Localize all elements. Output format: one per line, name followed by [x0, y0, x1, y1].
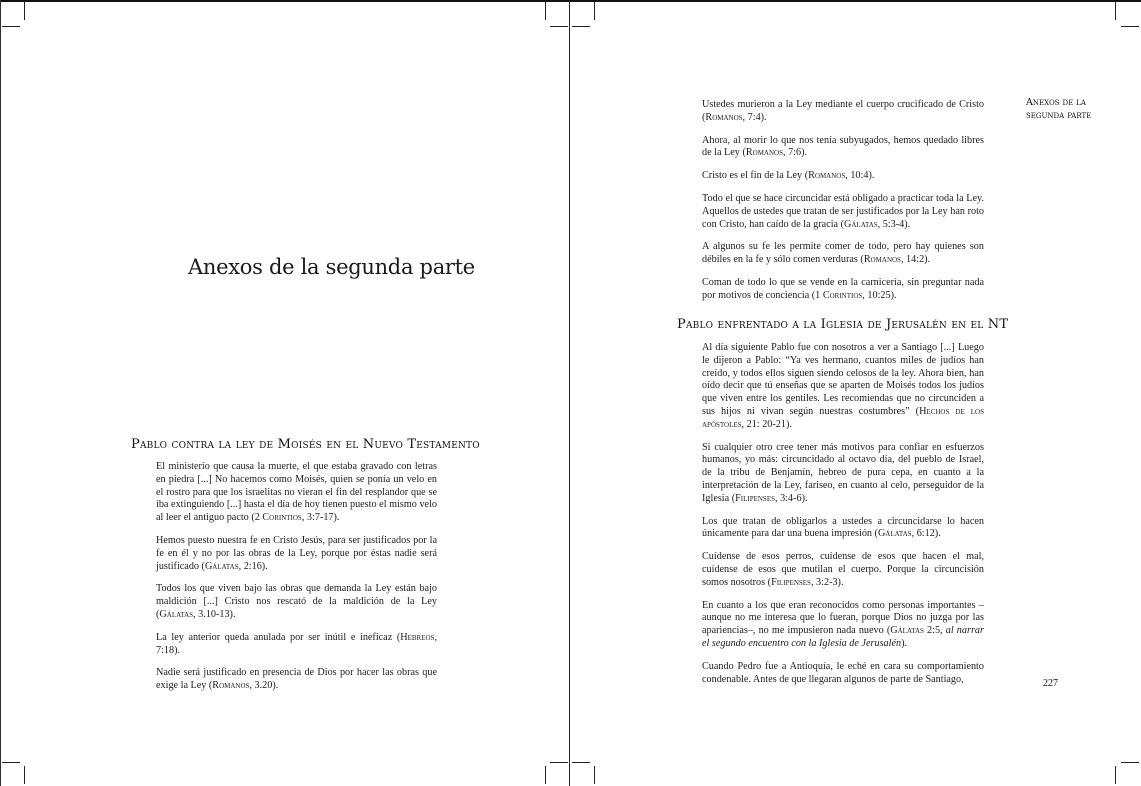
page-title: Anexos de la segunda parte [188, 255, 475, 279]
page-spine [569, 0, 570, 786]
running-head: Anexos de la segunda parte [1026, 97, 1092, 121]
crop-mark [550, 26, 568, 27]
left-border [0, 0, 1, 786]
paragraph: Hemos puesto nuestra fe en Cristo Jesús, para ser justificados por la fe en él y no por las obras de la Ley, porque por éstas nadie será justificado (Gálatas, 2:16). [156, 534, 437, 572]
crop-mark [594, 2, 595, 20]
paragraph: Cuando Pedro fue a Antioquía, le eché en cara su comportamiento condenable. Antes de que llegaran algunos de parte de Santiago, [702, 660, 984, 685]
paragraph: Cristo es el fin de la Ley (Romanos, 10:4). [702, 170, 875, 182]
right-body-text-bottom [702, 342, 984, 696]
right-body-text-top [702, 99, 984, 313]
paragraph: Al día siguiente Pablo fue con nosotros a ver a Santiago [...] Luego le dijeron a Pablo: “Ya ves hermano, cuantos miles de judíos han creído, y todos ellos siguen siendo celosos de la ley. Ahora bien, han oído decir que tú enseñas que se aparten de Moisés todos los judíos que viven entre los gentiles. Les recomiendas que no circunciden a sus hijos ni vivan según nuestras costumbres” (Hechos de los apóstoles, 21: 20-21). [702, 342, 984, 430]
paragraph: Coman de todo lo que se vende en la carnicería, sin preguntar nada por motivos de conciencia (1 Corintios, 10:25). [702, 276, 984, 301]
top-border [0, 0, 1141, 2]
paragraph: Ustedes murieron a la Ley mediante el cuerpo crucificado de Cristo (Romanos, 7:4). [702, 99, 984, 123]
crop-mark [1121, 26, 1139, 27]
paragraph: En cuanto a los que eran reconocidos como personas importantes –aunque no me interesa que lo fueran, porque Dios no juzga por las apariencias–, no me impusieron nada nuevo (Gálatas 2:5, al narrar el segundo encuentro con la Iglesia de Jerusalén). [702, 599, 984, 649]
paragraph: Nadie será justificado en presencia de Dios por hacer las obras que exige la Ley (Romanos, 3.20). [156, 667, 437, 692]
left-body-text [156, 461, 437, 703]
paragraph: El ministerio que causa la muerte, el que estaba gravado con letras en piedra [...] No hacemos como Moisés, quien se ponía un velo en el rostro para que los israelitas no vieran el fin del resplandor que se iba extinguiendo [...] hasta el día de hoy tienen puesto el mismo velo al leer el antiguo pacto (2 Corintios, 3:7-17). [156, 461, 437, 524]
paragraph: Ahora, al morir lo que nos tenía subyugados, hemos quedado libres de la Ley (Romanos, 7:6). [702, 134, 984, 159]
crop-mark [550, 762, 568, 763]
crop-mark [2, 26, 20, 27]
crop-mark [594, 766, 595, 784]
paragraph: Cuídense de esos perros, cuídense de esos que hacen el mal, cuídense de esos que mutilan el cuerpo. Porque la circuncisión somos nosotros (Filipenses, 3:2-3). [702, 551, 984, 588]
crop-mark [24, 2, 25, 20]
page-number: 227 [1043, 678, 1058, 689]
paragraph: A algunos su fe les permite comer de todo, pero hay quienes son débiles en la fe y sólo comen verduras (Romanos, 14:2). [702, 241, 984, 266]
paragraph: Todo el que se hace circuncidar está obligado a practicar toda la Ley. Aquellos de ustedes que tratan de ser justificados por la Ley han roto con Cristo, han caído de la gracia (Gálatas, 5:3-4). [702, 192, 984, 230]
paragraph: Todos los que viven bajo las obras que demanda la Ley están bajo maldición [...] Cristo nos rescató de la maldición de la Ley (Gálatas, 3.10-13). [156, 583, 437, 620]
section-heading-right: Pablo enfrentado a la Iglesia de Jerusalén en el NT [677, 317, 1009, 332]
crop-mark [1121, 762, 1139, 763]
paragraph: La ley anterior queda anulada por ser inútil e ineficaz (Hebreos, 7:18). [156, 631, 437, 656]
crop-mark [1115, 766, 1116, 784]
crop-mark [545, 766, 546, 784]
paragraph: Los que tratan de obligarlos a ustedes a circuncidarse lo hacen únicamente para dar una buena impresión (Gálatas, 6:12). [702, 515, 984, 540]
crop-mark [2, 762, 20, 763]
crop-mark [1115, 2, 1116, 20]
crop-mark [572, 762, 590, 763]
crop-mark [572, 26, 590, 27]
section-heading-left: Pablo contra la ley de Moisés en el Nuevo Testamento [131, 437, 480, 452]
paragraph: Si cualquier otro cree tener más motivos para confiar en esfuerzos humanos, yo más: circuncidado al octavo día, del pueblo de Israel, de la tribu de Benjamín, hebreo de pura cepa, en cuanto a la interpretación de la Ley, fariseo, en cuanto al celo, perseguidor de la Iglesia (Filipenses, 3:4-6). [702, 441, 984, 504]
crop-mark [545, 2, 546, 20]
crop-mark [24, 766, 25, 784]
